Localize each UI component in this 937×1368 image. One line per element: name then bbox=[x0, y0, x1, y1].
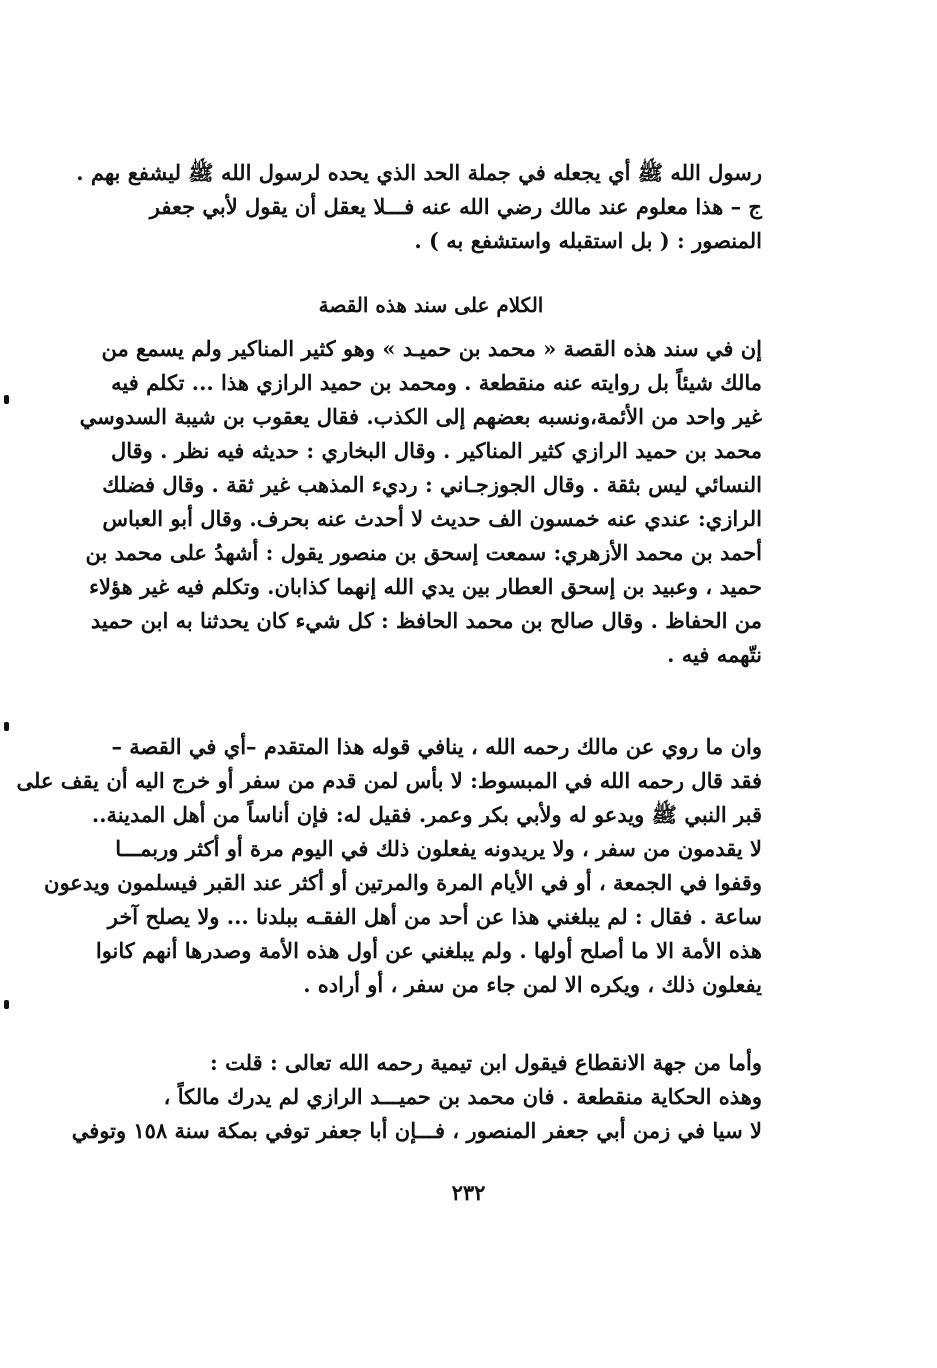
text-line: النسائي ليس بثقة . وقال الجوزجـاني : رديء المذهب غير ثقة . وقال فضلك bbox=[102, 472, 762, 497]
section-heading: الكلام على سند هذه القصة bbox=[318, 293, 544, 317]
text-line: وهذه الحكاية منقطعة . فان محمد بن حميـــد الرازي لم يدرك مالكاً ، bbox=[163, 1084, 762, 1109]
text-line: محمد بن حميد الرازي كثير المناكير . وقال البخاري : حديثه فيه نظر . وقال bbox=[110, 438, 762, 463]
text-line: الرازي: عندي عنه خمسون الف حديث لا أحدث عنه بحرف. وقال أبو العباس bbox=[102, 506, 762, 531]
text-line: وقفوا في الجمعة ، أو في الأيام المرة والمرتين أو أكثر عند القبر فيسلمون ويدعون bbox=[44, 870, 762, 895]
text-line: المنصور : ( بل استقبله واستشفع به ) . bbox=[414, 228, 762, 253]
scan-margin-mark bbox=[4, 395, 9, 404]
text-line: رسول الله ﷺ أي يجعله في جملة الحد الذي يحده لرسول الله ﷺ ليشفع بهم . bbox=[76, 160, 762, 185]
paragraph-3 bbox=[71, 1046, 762, 1148]
page-number: ٢٣٢ bbox=[451, 1180, 486, 1205]
top-text-block bbox=[76, 156, 762, 258]
scan-margin-mark bbox=[4, 722, 9, 731]
text-line: قبر النبي ﷺ ويدعو له ولأبي بكر وعمر. فقيل له: فإن أناساً من أهل المدينة.. bbox=[91, 802, 762, 827]
text-line: نتّهمه فيه . bbox=[667, 642, 762, 667]
text-line: وان ما روي عن مالك رحمه الله ، ينافي قوله هذا المتقدم –أي في القصة – bbox=[111, 734, 762, 759]
text-line: هذه الأمة الا ما أصلح أولها . ولم يبلغني عن أول هذه الأمة وصدرها أنهم كانوا bbox=[95, 938, 762, 963]
text-line: لا يقدمون من سفر ، ولا يريدونه يفعلون ذلك في اليوم مرة أو أكثر وربمـــا bbox=[115, 836, 762, 861]
text-line: وأما من جهة الانقطاع فيقول ابن تيمية رحمه الله تعالى : قلت : bbox=[210, 1050, 762, 1075]
text-line: من الحفاظ . وقال صالح بن محمد الحافظ : كل شيء كان يحدثنا به ابن حميد bbox=[90, 608, 762, 633]
text-line: لا سيا في زمن أبي جعفر المنصور ، فـــإن أبا جعفر توفي بمكة سنة ١٥٨ وتوفي bbox=[71, 1118, 762, 1143]
text-line: ساعة . فقال : لم يبلغني هذا عن أحد من أهل الفقـه ببلدنا ... ولا يصلح آخر bbox=[107, 904, 762, 929]
text-line: غير واحد من الأئمة،ونسبه بعضهم إلى الكذب. فقال يعقوب بن شيبة السدوسي bbox=[79, 404, 762, 429]
text-line: مالك شيئاً بل روايته عنه منقطعة . ومحمد بن حميد الرازي هذا ... تكلم فيه bbox=[111, 370, 762, 395]
text-line: حميد ، وعبيد بن إسحق العطار بين يدي الله إنهما كذابان. وتكلم فيه غير هؤلاء bbox=[89, 574, 762, 599]
text-line: فقد قال رحمه الله في المبسوط: لا بأس لمن قدم من سفر أو خرج اليه أن يقف على bbox=[16, 768, 762, 793]
scan-margin-mark bbox=[4, 1000, 9, 1009]
text-line: إن في سند هذه القصة « محمد بن حميـد » وهو كثير المناكير ولم يسمع من bbox=[101, 336, 762, 361]
text-line: أحمد بن محمد الأزهري: سمعت إسحق بن منصور يقول : أشهدُ على محمد بن bbox=[85, 540, 762, 565]
paragraph-2 bbox=[16, 730, 762, 1002]
text-line: يفعلون ذلك ، ويكره الا لمن جاء من سفر ، أو أراده . bbox=[303, 972, 762, 997]
text-line: ج – هذا معلوم عند مالك رضي الله عنه فـــلا يعقل أن يقول لأبي جعفر bbox=[149, 194, 762, 219]
paragraph-1 bbox=[79, 332, 762, 672]
